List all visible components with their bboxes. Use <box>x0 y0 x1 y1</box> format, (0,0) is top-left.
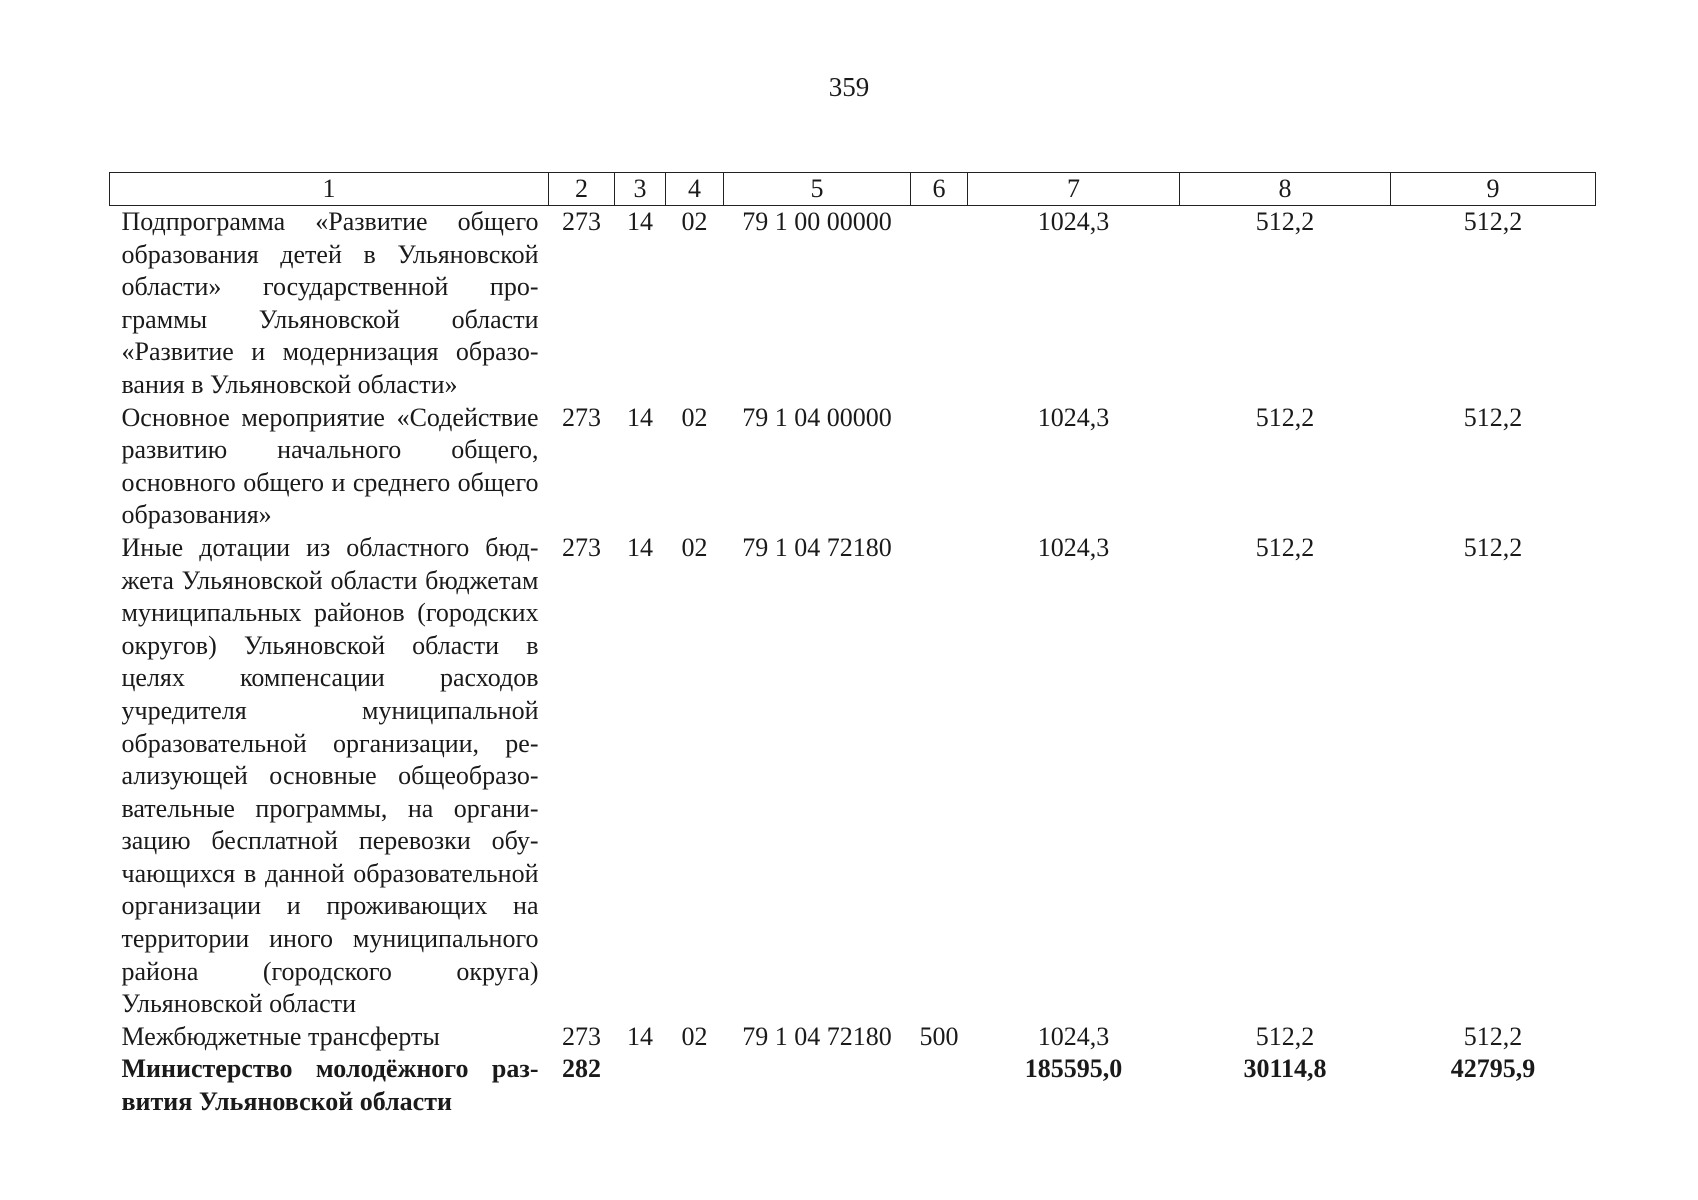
row-expense-type <box>911 532 968 1021</box>
row-name: Подпрограмма «Развитие общего образования детей в Ульяновской области» государственной программы Ульяновской области «Развитие и модернизация образования в Ульяновской области» <box>121 207 539 399</box>
column-header: 7 <box>968 173 1180 206</box>
row-section: 14 <box>627 1021 653 1051</box>
table-row-total <box>110 1053 1596 1118</box>
row-grbs: 273 <box>562 207 601 236</box>
row-expense-type <box>911 402 968 532</box>
column-header: 3 <box>615 173 666 206</box>
row-grbs: 282 <box>562 1054 601 1084</box>
row-section <box>615 1053 666 1118</box>
row-value-9: 42795,9 <box>1450 1054 1536 1084</box>
column-header: 2 <box>549 173 615 206</box>
table-row <box>110 1021 1596 1054</box>
column-header: 5 <box>724 173 911 206</box>
column-header: 6 <box>911 173 968 206</box>
row-subsection: 02 <box>681 1021 708 1051</box>
row-subsection: 02 <box>681 207 708 236</box>
column-header: 9 <box>1391 173 1596 206</box>
row-value-9: 512,2 <box>1463 1021 1523 1051</box>
row-grbs: 273 <box>562 402 601 432</box>
row-value-9: 512,2 <box>1463 402 1523 432</box>
row-value-9: 512,2 <box>1463 532 1523 562</box>
row-target-article: 79 1 04 00000 <box>742 402 892 432</box>
row-subsection: 02 <box>681 532 708 562</box>
row-name: Основное мероприятие «Содействие развитию начального общего, основного общего и среднего общего образования» <box>121 402 539 530</box>
row-value-7: 1024,3 <box>1037 532 1110 562</box>
row-value-8: 30114,8 <box>1243 1054 1327 1084</box>
row-expense-type: 500 <box>919 1021 959 1051</box>
row-target-article: 79 1 04 72180 <box>742 1021 892 1051</box>
column-header: 8 <box>1180 173 1391 206</box>
row-value-8: 512,2 <box>1255 1021 1315 1051</box>
row-target-article: 79 1 04 72180 <box>742 532 892 562</box>
row-name: Межбюджетные трансферты <box>121 1021 440 1051</box>
row-expense-type <box>911 206 968 402</box>
row-subsection <box>666 1053 724 1118</box>
row-name: Министерство молодёжного развития Ульяновской области <box>121 1054 539 1117</box>
row-section: 14 <box>627 532 653 562</box>
row-value-7: 1024,3 <box>1037 402 1110 432</box>
column-header: 1 <box>110 173 549 206</box>
row-target-article: 79 1 00 00000 <box>742 207 892 236</box>
row-target-article <box>724 1053 911 1118</box>
table-row <box>110 402 1596 532</box>
row-value-8: 512,2 <box>1255 402 1315 432</box>
row-subsection: 02 <box>681 402 708 432</box>
row-grbs: 273 <box>562 532 601 562</box>
column-header: 4 <box>666 173 724 206</box>
row-name: Иные дотации из областного бюджета Ульяновской области бюджетам муниципальных районов (городских округов) Ульяновской области в целях компенсации расходов учредителя муниципальной образовательной организации, реализующей основные общеобразовательные программы, на организацию бесплатной перевозки обучающихся в данной образовательной организации и проживающих на территории иного муниципального района (городского округа) Ульяновской области <box>121 532 539 1019</box>
table-row <box>110 532 1596 1021</box>
row-value-8: 512,2 <box>1255 207 1315 236</box>
budget-table <box>109 172 1596 1119</box>
row-value-7: 1024,3 <box>1037 207 1110 236</box>
row-value-7: 185595,0 <box>1024 1054 1123 1084</box>
header-row <box>110 173 1596 206</box>
table-row <box>110 206 1596 402</box>
row-grbs: 273 <box>562 1021 601 1051</box>
row-section: 14 <box>627 207 653 236</box>
row-expense-type <box>911 1053 968 1118</box>
row-value-7: 1024,3 <box>1037 1021 1110 1051</box>
row-section: 14 <box>627 402 653 432</box>
page-number: 359 <box>828 72 870 102</box>
row-value-9: 512,2 <box>1463 207 1523 236</box>
row-value-8: 512,2 <box>1255 532 1315 562</box>
